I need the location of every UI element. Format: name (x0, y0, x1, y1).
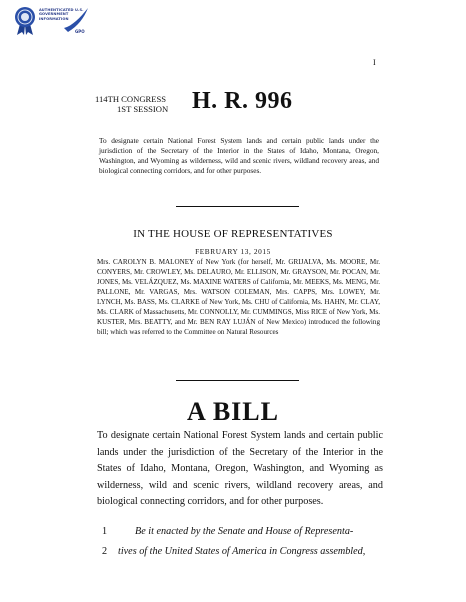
a-bill-heading: A BILL (187, 397, 279, 426)
enacting-clause-line: Be it enacted by the Senate and House of Representa- (135, 526, 354, 537)
authenticated-seal (12, 6, 90, 40)
line-number: 2 (102, 546, 108, 557)
page-number: I (373, 58, 376, 67)
divider (176, 380, 299, 381)
seal-medal-icon (12, 6, 38, 36)
bill-number: H. R. 996 (192, 88, 293, 114)
line-number: 1 (102, 526, 108, 537)
seal-caption: AUTHENTICATED U.S. GOVERNMENT INFORMATION (39, 8, 84, 21)
bill-purpose: To designate certain National Forest System lands and certain public lands under the jurisdiction of the Secretary of the Interior in the States of Idaho, Montana, Oregon, Washington, and Wyoming as wilderness, wild and scenic rivers, wildland recovery areas, and biological connecting corridors, and for other purposes. (97, 430, 383, 507)
congress-label: 114TH CONGRESS (95, 94, 167, 104)
enacting-clause-line: tives of the United States of America in Congress assembled, (118, 546, 366, 557)
sponsors-paragraph: Mrs. CAROLYN B. MALONEY of New York (for herself, Mr. GRIJALVA, Ms. MOORE, Mr. CONYERS, Mr. CROWLEY, Ms. DELAURO, Mr. ELLISON, Mr. GRAYSON, Mr. POCAN, Mr. JONES, Ms. VELÁZQUEZ, Ms. MAXINE WATERS of California, Mr. MEEKS, Ms. MENG, Mr. PALLONE, Mr. VARGAS, Mrs. WATSON COLEMAN, Mrs. CAPPS, Mrs. LOWEY, Mr. LYNCH, Ms. BASS, Ms. CLARKE of New York, Ms. CHU of California, Ms. HAHN, Mr. CLAY, Ms. CLARK of Massachusetts, Mr. CONNOLLY, Mr. CUMMINGS, Miss RICE of New York, Ms. KUSTER, Mrs. BEATTY, and Mr. BEN RAY LUJÁN of New Mexico) introduced the following bill; which was referred to the Committee on Natural Resources (97, 258, 380, 336)
bill-title: To designate certain National Forest System lands and certain public lands under the jurisdiction of the Secretary of the Interior in the States of Idaho, Montana, Oregon, Washington, and Wyoming as wilderness, wild and scenic rivers, wildland recovery areas, and biological connecting corridors, and for other purposes. (99, 136, 379, 175)
congress-session (95, 94, 168, 114)
house-heading: IN THE HOUSE OF REPRESENTATIVES (133, 228, 333, 240)
introduction-date: FEBRUARY 13, 2015 (195, 247, 271, 256)
session-label: 1ST SESSION (117, 104, 169, 114)
seal-org: GPO (75, 29, 85, 34)
divider (176, 206, 299, 207)
